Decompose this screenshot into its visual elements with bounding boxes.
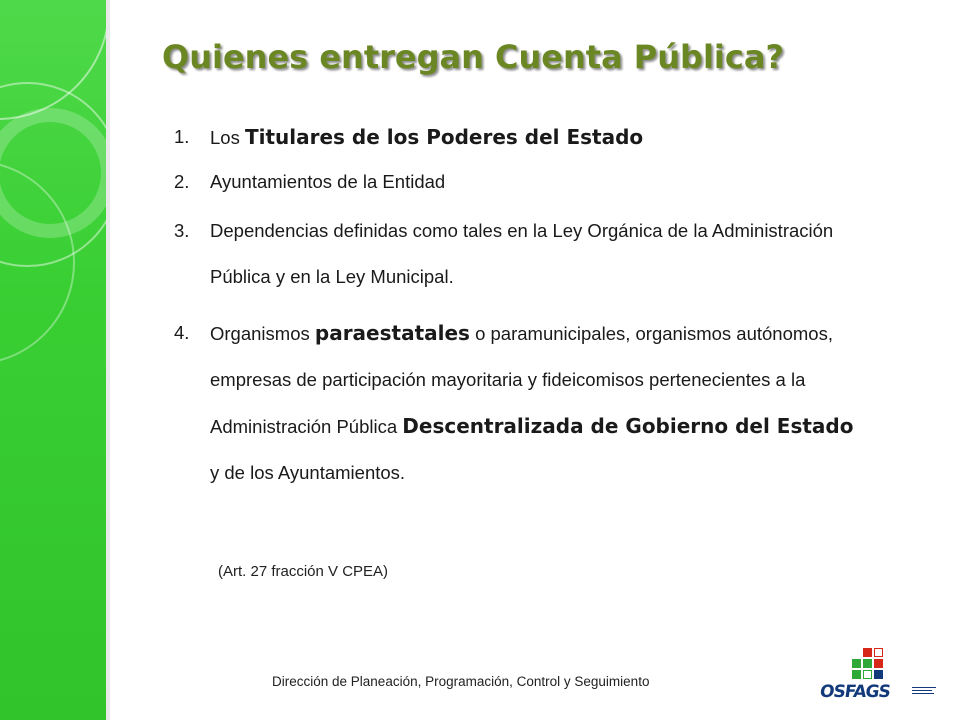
list-number: 3. xyxy=(174,220,190,241)
logo-square xyxy=(852,670,861,679)
logo-square xyxy=(863,659,872,668)
item-text: y de los Ayuntamientos. xyxy=(210,462,406,483)
decorative-sidebar xyxy=(0,0,106,720)
list-item xyxy=(174,310,854,496)
slide-title: Quienes entregan Cuenta Pública? xyxy=(162,38,784,76)
logo-square xyxy=(863,670,872,679)
legal-citation: (Art. 27 fracción V CPEA) xyxy=(218,563,389,580)
item-emphasis: Descentralizada de Gobierno del Estado xyxy=(402,414,854,438)
logo-fine-print xyxy=(912,686,938,694)
item-text: Los xyxy=(210,127,245,148)
entity-list xyxy=(174,116,854,496)
logo-wordmark: OSFAGS xyxy=(818,682,892,702)
item-emphasis: Titulares de los Poderes del Estado xyxy=(244,125,644,149)
osfags-logo xyxy=(818,640,938,706)
item-emphasis: paraestatales xyxy=(314,321,470,345)
list-item xyxy=(174,116,854,159)
item-text: Organismos xyxy=(210,323,315,344)
logo-square xyxy=(874,670,883,679)
list-number: 4. xyxy=(174,322,190,343)
item-text: o paramunicipales, organismos autónomos, empresas de participación mayoritaria y fideicomisos pertenecientes a la Administración Pública xyxy=(210,323,833,437)
list-item xyxy=(174,161,854,203)
item-text: Dependencias definidas como tales en la Ley Orgánica de la Administración Pública y en la Ley Municipal. xyxy=(210,220,834,287)
list-number: 2. xyxy=(174,171,190,192)
logo-square xyxy=(863,648,872,657)
logo-square xyxy=(874,648,883,657)
item-text: Ayuntamientos de la Entidad xyxy=(210,171,446,192)
list-item xyxy=(174,208,854,300)
footer-department: Dirección de Planeación, Programación, Control y Seguimiento xyxy=(272,674,650,689)
logo-square xyxy=(852,659,861,668)
logo-square xyxy=(874,659,883,668)
sidebar-divider xyxy=(106,0,110,720)
list-number: 1. xyxy=(174,126,190,147)
